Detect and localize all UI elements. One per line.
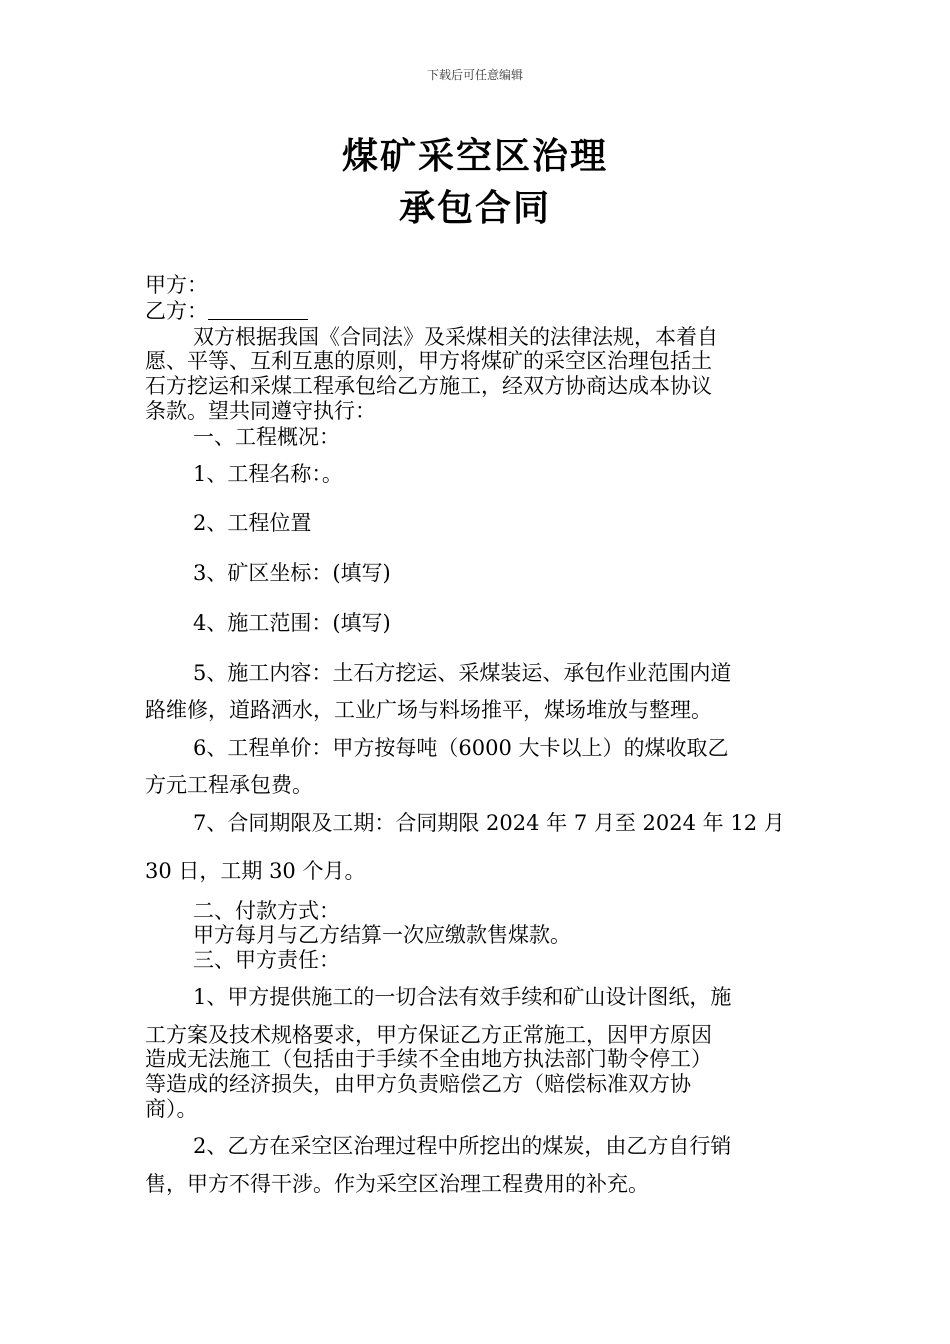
payment-text: 甲方每月与乙方结算一次应缴款售煤款。 [193, 923, 571, 947]
party-a-label: 甲方： [145, 273, 208, 297]
resp-2-line-2: 售，甲方不得干涉。作为采空区治理工程费用的补充。 [145, 1172, 649, 1196]
intro-line-3: 石方挖运和采煤工程承包给乙方施工，经双方协商达成本协议 [145, 374, 712, 398]
resp-1-line-4: 等造成的经济损失，由甲方负责赔偿乙方（赔偿标准双方协 [145, 1072, 691, 1096]
resp-1-line-1: 1、甲方提供施工的一切合法有效手续和矿山设计图纸，施 [193, 985, 732, 1009]
item-7-line-2: 30 日，工期 30 个月。 [145, 859, 366, 883]
section-1-heading: 一、工程概况： [193, 425, 340, 449]
item-1: 1、工程名称：。 [193, 462, 343, 486]
item-6-line-2: 方元工程承包费。 [145, 773, 313, 797]
section-2-heading: 二、付款方式： [193, 899, 340, 923]
title-line-1: 煤矿采空区治理 [341, 136, 608, 177]
intro-line-2: 愿、平等、互利互惠的原则，甲方将煤矿的采空区治理包括土 [145, 349, 712, 373]
intro-line-1: 双方根据我国《合同法》及采煤相关的法律法规，本着自 [193, 325, 718, 349]
party-b-blank [208, 299, 308, 320]
section-3-heading: 三、甲方责任： [193, 948, 340, 972]
resp-2-line-1: 2、乙方在采空区治理过程中所挖出的煤炭，由乙方自行销 [193, 1134, 732, 1158]
item-4: 4、施工范围：(填写) [193, 611, 391, 635]
item-7-line-1: 7、合同期限及工期：合同期限 2024 年 7 月至 2024 年 12 月 [193, 811, 785, 835]
item-5-line-1: 5、施工内容：土石方挖运、采煤装运、承包作业范围内道 [193, 661, 732, 685]
item-3: 3、矿区坐标：(填写) [193, 561, 391, 585]
item-6-line-1: 6、工程单价：甲方按每吨（6000 大卡以上）的煤收取乙 [193, 736, 729, 760]
title-line-2: 承包合同 [398, 188, 551, 229]
party-b-row [145, 298, 308, 324]
party-b-label: 乙方： [145, 299, 208, 323]
resp-1-line-3: 造成无法施工（包括由于手续不全由地方执法部门勒令停工） [145, 1047, 712, 1071]
page-header: 下载后可任意编辑 [426, 68, 523, 82]
item-5-line-2: 路维修，道路洒水，工业广场与料场推平，煤场堆放与整理。 [145, 698, 712, 722]
resp-1-line-5: 商）。 [145, 1097, 198, 1121]
item-2: 2、工程位置 [193, 511, 312, 535]
intro-line-4: 条款。望共同遵守执行： [145, 399, 376, 423]
resp-1-line-2: 工方案及技术规格要求，甲方保证乙方正常施工，因甲方原因 [145, 1023, 712, 1047]
